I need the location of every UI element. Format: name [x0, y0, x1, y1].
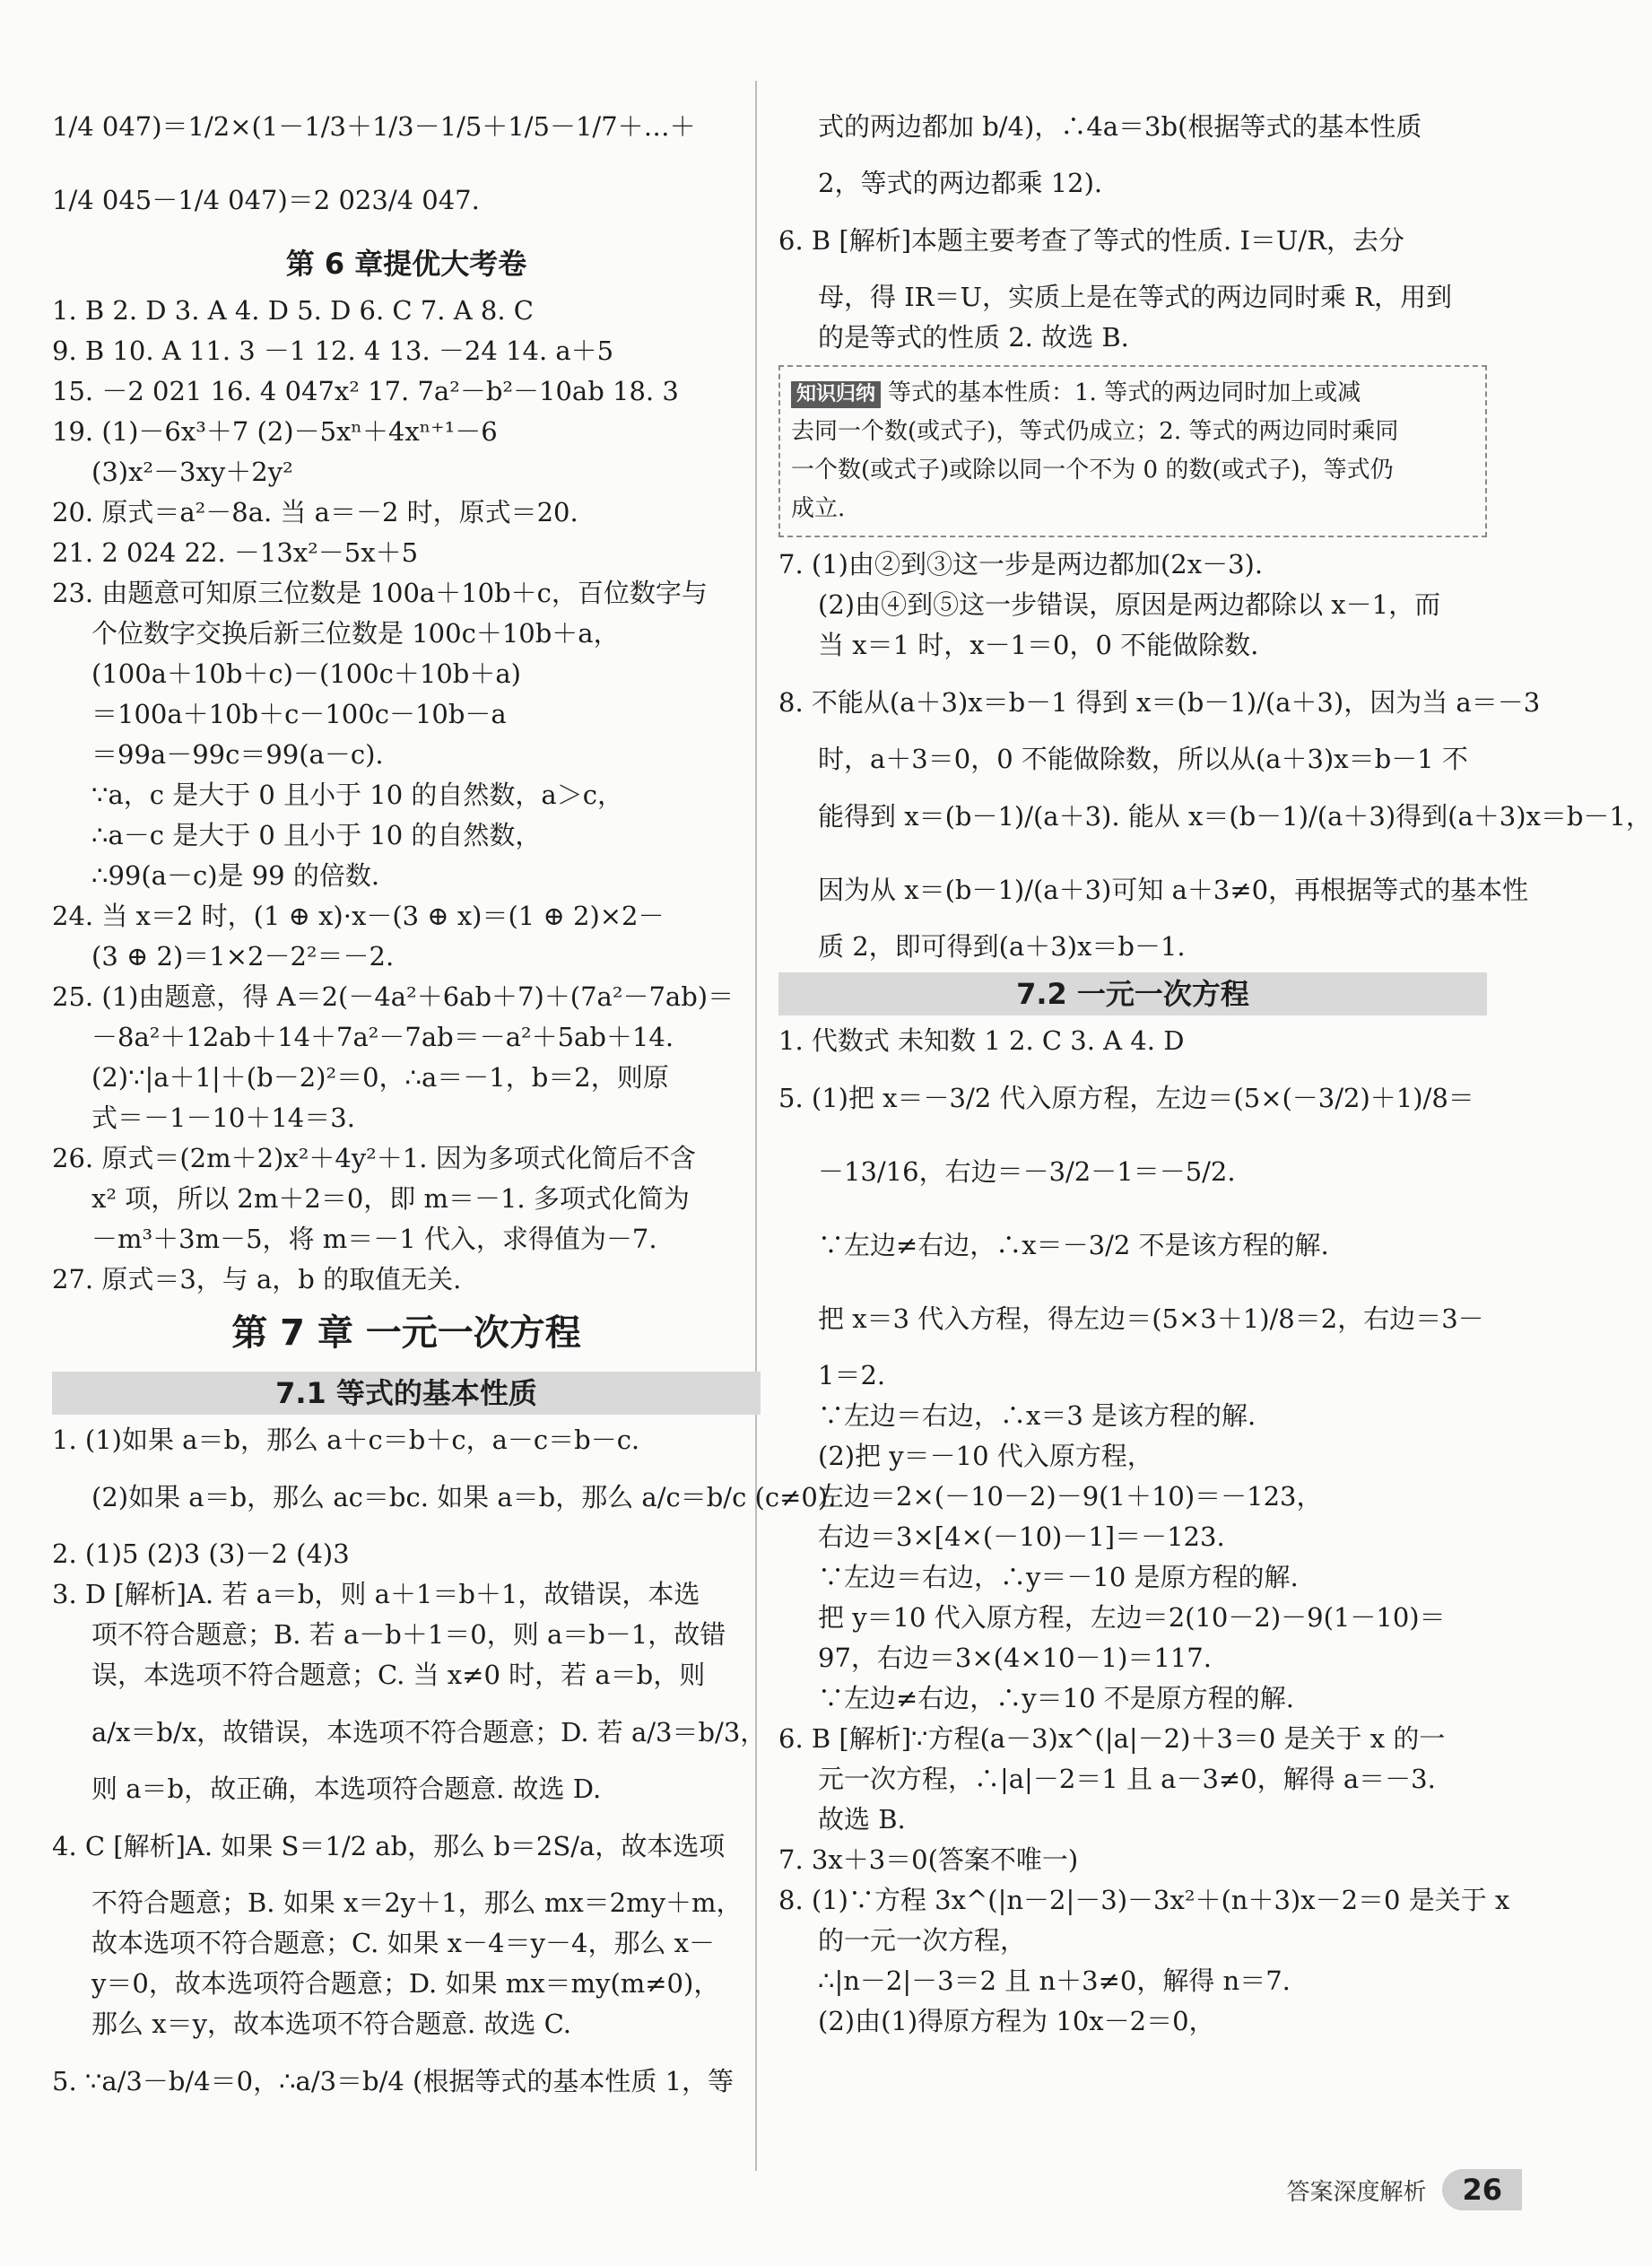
text-line: 7. 3x＋3＝0(答案不唯一)	[778, 1844, 1079, 1875]
text-line: 式的两边都加 b/4)，∴4a＝3b(根据等式的基本性质	[818, 111, 1422, 142]
text-line: (2)如果 a＝b，那么 ac＝bc. 如果 a＝b，那么 a/c＝b/c (c≠0).	[91, 1482, 837, 1512]
chapter-7-title: 第 7 章 一元一次方程	[231, 1312, 581, 1354]
text-line: 19. (1)－6x³＋7 (2)－5xⁿ＋4xⁿ⁺¹－6	[52, 416, 498, 447]
text-line: 的一元一次方程，	[818, 1925, 1027, 1956]
text-line: －8a²＋12ab＋14＋7a²－7ab＝－a²＋5ab＋14.	[91, 1022, 674, 1052]
note-text: 等式的基本性质：1. 等式的两边同时加上或减	[888, 379, 1361, 406]
text-line: (2)由(1)得原方程为 10x－2＝0，	[818, 2006, 1215, 2036]
text-line: ∵左边＝右边，∴x＝3 是该方程的解.	[818, 1400, 1256, 1431]
text-line: (100a＋10b＋c)－(100c＋10b＋a)	[91, 658, 521, 689]
text-line	[791, 374, 1474, 413]
text-line: ∵左边≠右边，∴y＝10 不是原方程的解.	[818, 1683, 1295, 1713]
text-line: ∵左边≠右边，∴x＝－3/2 不是该方程的解.	[818, 1230, 1329, 1260]
text-line: 15. －2 021 16. 4 047x² 17. 7a²－b²－10ab 18. 3	[52, 376, 679, 406]
text-line: 母，得 IR＝U，实质上是在等式的两边同时乘 R，用到	[818, 282, 1453, 312]
text-line: 成立.	[791, 495, 846, 522]
text-line: 时，a＋3＝0，0 不能做除数，所以从(a＋3)x＝b－1 不	[818, 744, 1468, 774]
text-line: ＝99a－99c＝99(a－c).	[91, 739, 384, 770]
text-line: 1. (1)如果 a＝b，那么 a＋c＝b＋c，a－c＝b－c.	[52, 1425, 640, 1455]
text-line: 5. (1)把 x＝－3/2 代入原方程，左边＝(5×(－3/2)＋1)/8＝	[778, 1083, 1474, 1113]
text-line: 1＝2.	[818, 1360, 886, 1390]
answer-7-2-6	[778, 1719, 1487, 1840]
section-7-2-title: 7.2 一元一次方程	[778, 972, 1487, 1015]
text-line: 24. 当 x＝2 时，(1 ⊕ x)·x－(3 ⊕ x)＝(1 ⊕ 2)×2－	[52, 901, 665, 931]
text-line: 9. B 10. A 11. 3 －1 12. 4 13. －24 14. a＋5	[52, 336, 614, 366]
text-line: 1/4 047)＝1/2×(1－1/3＋1/3－1/5＋1/5－1/7＋…＋	[52, 111, 696, 142]
text-line: 97，右边＝3×(4×10－1)＝117.	[818, 1643, 1212, 1673]
text-line: 项不符合题意；B. 若 a－b＋1＝0，则 a＝b－1，故错	[91, 1619, 726, 1650]
text-line: 因为从 x＝(b－1)/(a＋3)可知 a＋3≠0，再根据等式的基本性	[818, 875, 1529, 905]
text-line: 故本选项不符合题意；C. 如果 x－4＝y－4，那么 x－	[91, 1928, 716, 1958]
text-line: 25. (1)由题意，得 A＝2(－4a²＋6ab＋7)＋(7a²－7ab)＝	[52, 981, 735, 1012]
text-line: 6. B [解析]∵方程(a－3)x^(|a|－2)＋3＝0 是关于 x 的一	[778, 1723, 1446, 1754]
text-line: 1/4 045－1/4 047)＝2 023/4 047.	[52, 185, 480, 215]
text-line: 式＝－1－10＋14＝3.	[91, 1102, 355, 1133]
answer-7-1-4	[52, 1809, 761, 2044]
text-line: 质 2，即可得到(a＋3)x＝b－1.	[818, 931, 1186, 962]
text-line: ∴a－c 是大于 0 且小于 10 的自然数，	[91, 820, 542, 850]
text-line: 8. (1)∵方程 3x^(|n－2|－3)－3x²＋(n＋3)x－2＝0 是关于 x	[778, 1885, 1510, 1915]
page-footer	[1286, 2169, 1522, 2210]
text-line: ∴99(a－c)是 99 的倍数.	[91, 860, 380, 891]
page-number: 26	[1442, 2169, 1522, 2210]
text-line: 左边＝2×(－10－2)－9(1＋10)＝－123，	[818, 1481, 1323, 1512]
text-line: 误，本选项不符合题意；C. 当 x≠0 时，若 a＝b，则	[91, 1660, 706, 1690]
text-line: (3)x²－3xy＋2y²	[91, 457, 293, 487]
answer-7-2-8	[778, 1880, 1510, 2042]
text-line: 当 x＝1 时，x－1＝0，0 不能做除数.	[818, 630, 1259, 660]
text-line: 那么 x＝y，故本选项不符合题意. 故选 C.	[91, 2009, 571, 2039]
text-line: 元一次方程，∴|a|－2＝1 且 a－3≠0，解得 a＝－3.	[818, 1764, 1436, 1794]
text-line: 23. 由题意可知原三位数是 100a＋10b＋c，百位数字与	[52, 578, 708, 608]
text-line: (2)把 y＝－10 代入原方程，	[818, 1441, 1153, 1471]
section-7-1-title: 7.1 等式的基本性质	[52, 1372, 761, 1415]
text-line: 则 a＝b，故正确，本选项符合题意. 故选 D.	[91, 1774, 602, 1804]
text-line: y＝0，故本选项符合题意；D. 如果 mx＝my(m≠0)，	[91, 1968, 720, 1999]
chapter-6-title: 第 6 章提优大考卷	[285, 247, 527, 281]
footer-label: 答案深度解析	[1286, 2178, 1427, 2206]
text-line: 故选 B.	[818, 1804, 906, 1835]
answer-7-1-6	[778, 204, 1487, 358]
answer-23	[52, 573, 761, 896]
text-line: 的是等式的性质 2. 故选 B.	[818, 322, 1129, 353]
text-line: 不符合题意；B. 如果 x＝2y＋1，那么 mx＝2my＋m，	[91, 1887, 743, 1918]
text-line: 4. C [解析]A. 如果 S＝1/2 ab，那么 b＝2S/a，故本选项	[52, 1831, 726, 1861]
text-line: ∴|n－2|－3＝2 且 n＋3≠0，解得 n＝7.	[818, 1965, 1291, 1996]
answer-7-1-8	[778, 666, 1652, 967]
answer-7-2-5	[778, 1061, 1487, 1719]
text-line: 个位数字交换后新三位数是 100c＋10b＋a，	[91, 618, 620, 649]
text-line: 能得到 x＝(b－1)/(a＋3). 能从 x＝(b－1)/(a＋3)得到(a＋3)x＝b－1，	[818, 801, 1652, 832]
text-line: 把 y＝10 代入原方程，左边＝2(10－2)－9(1－10)＝	[818, 1602, 1446, 1633]
answer-24	[52, 896, 761, 977]
text-line: 去同一个数(或式子)，等式仍成立；2. 等式的两边同时乘同	[791, 418, 1399, 445]
text-line: 把 x＝3 代入方程，得左边＝(5×3＋1)/8＝2，右边＝3－	[818, 1303, 1484, 1334]
text-line: 1. 代数式 未知数 1 2. C 3. A 4. D	[778, 1025, 1185, 1056]
text-line: 一个数(或式子)或除以同一个不为 0 的数(或式子)，等式仍	[791, 457, 1394, 484]
text-line: 21. 2 024 22. －13x²－5x＋5	[52, 537, 419, 568]
text-line: (2)∵|a＋1|＋(b－2)²＝0，∴a＝－1，b＝2，则原	[91, 1062, 669, 1093]
answer-7-1-7	[778, 545, 1487, 666]
text-line: (2)由④到⑤这一步错误，原因是两边都除以 x－1，而	[818, 589, 1441, 620]
text-line: ∵左边＝右边，∴y＝－10 是原方程的解.	[818, 1562, 1299, 1592]
text-line: 5. ∵a/3－b/4＝0，∴a/3＝b/4 (根据等式的基本性质 1，等	[52, 2066, 735, 2096]
text-line: 2，等式的两边都乘 12).	[818, 168, 1103, 198]
text-line: 6. B [解析]本题主要考查了等式的性质. I＝U/R，去分	[778, 225, 1404, 256]
right-column	[778, 90, 1652, 2042]
text-line: a/x＝b/x，故错误，本选项不符合题意；D. 若 a/3＝b/3，	[91, 1717, 767, 1747]
text-line: 1. B 2. D 3. A 4. D 5. D 6. C 7. A 8. C	[52, 295, 534, 326]
text-line: (3 ⊕ 2)＝1×2－2²＝－2.	[91, 941, 395, 972]
text-line: 27. 原式＝3，与 a，b 的取值无关.	[52, 1264, 462, 1294]
knowledge-summary-tag: 知识归纳	[791, 381, 881, 408]
text-line: 右边＝3×[4×(－10)－1]＝－123.	[818, 1521, 1225, 1552]
text-line: ＝100a＋10b＋c－100c－10b－a	[91, 699, 507, 729]
text-line: 20. 原式＝a²－8a. 当 a＝－2 时，原式＝20.	[52, 497, 578, 527]
text-line: －m³＋3m－5，将 m＝－1 代入，求得值为－7.	[91, 1224, 657, 1254]
text-line: 3. D [解析]A. 若 a＝b，则 a＋1＝b＋1，故错误，本选	[52, 1579, 700, 1609]
answer-26	[52, 1138, 761, 1259]
text-line: 7. (1)由②到③这一步是两边都加(2x－3).	[778, 549, 1264, 580]
text-line: －13/16，右边＝－3/2－1＝－5/2.	[818, 1156, 1236, 1187]
text-line: 26. 原式＝(2m＋2)x²＋4y²＋1. 因为多项式化简后不含	[52, 1143, 696, 1173]
knowledge-summary-box	[778, 365, 1487, 537]
text-line: 8. 不能从(a＋3)x＝b－1 得到 x＝(b－1)/(a＋3)，因为当 a＝－3	[778, 687, 1541, 718]
text-line: 2. (1)5 (2)3 (3)－2 (4)3	[52, 1538, 350, 1569]
text-line: ∵a，c 是大于 0 且小于 10 的自然数，a＞c，	[91, 780, 623, 810]
text-line: x² 项，所以 2m＋2＝0，即 m＝－1. 多项式化简为	[91, 1183, 690, 1214]
answer-25	[52, 977, 761, 1138]
answer-7-1-3	[52, 1574, 767, 1809]
